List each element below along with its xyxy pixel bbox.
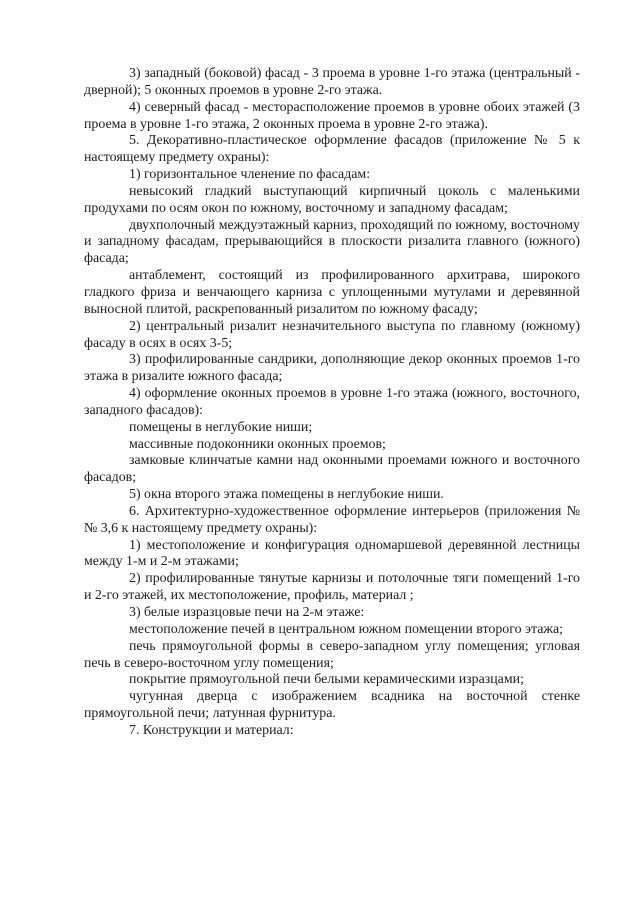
paragraph: 7. Конструкции и материал:	[129, 722, 294, 738]
paragraph: 3) профилированные сандрики, дополняющие декор оконных проемов 1-го этажа в ризалите южного фасада;	[84, 352, 580, 385]
paragraph: 5) окна второго этажа помещены в неглубокие ниши.	[129, 487, 444, 503]
paragraph: местоположение печей в центральном южном помещении второго этажа;	[129, 621, 564, 637]
paragraph: 2) центральный ризалит незначительного выступа по главному (южному) фасаду в осях в осях 3-5;	[84, 318, 580, 351]
paragraph: 4) северный фасад - месторасположение проемов в уровне обоих этажей (3 проема в уровне 1-го этажа, 2 оконных проема в уровне 2-го этажа).	[84, 99, 580, 132]
paragraph: 5. Декоративно-пластическое оформление фасадов (приложение № 5 к настоящему предмету охраны):	[84, 133, 580, 166]
paragraph: массивные подоконники оконных проемов;	[129, 436, 386, 452]
paragraph: 3) западный (боковой) фасад - 3 проема в уровне 1-го этажа (центральный - дверной); 5 оконных проемов в уровне 2-го этажа.	[84, 66, 580, 98]
paragraph: печь прямоугольной формы в северо-западном углу помещения; угловая печь в северо-восточном углу помещения;	[84, 638, 580, 671]
document-body	[84, 66, 580, 740]
paragraph: 2) профилированные тянутые карнизы и потолочные тяги помещений 1-го и 2-го этажей, их местоположение, профиль, материал ;	[84, 571, 580, 604]
paragraph: чугунная дверца с изображением всадника на восточной стенке прямоугольной печи; латунная фурнитура.	[84, 689, 580, 722]
paragraph: замковые клинчатые камни над оконными проемами южного и восточного фасадов;	[84, 453, 580, 486]
paragraph: покрытие прямоугольной печи белыми керамическими изразцами;	[129, 672, 524, 688]
paragraph: двухполочный междуэтажный карниз, проходящий по южному, восточному и западному фасадам, прерывающийся в плоскости ризалита главного (южного) фасада;	[84, 217, 580, 267]
paragraph: антаблемент, состоящий из профилированного архитрава, широкого гладкого фриза и венчающего карниза с уплощенными мутулами и деревянной выносной плитой, раскрепованный ризалитом по южному фасаду;	[84, 268, 580, 317]
paragraph: 1) местоположение и конфигурация одномаршевой деревянной лестницы между 1-м и 2-м этажами;	[84, 537, 580, 570]
paragraph: 6. Архитектурно-художественное оформление интерьеров (приложения №№ 3,6 к настоящему предмету охраны):	[84, 503, 580, 536]
paragraph: невысокий гладкий выступающий кирпичный цоколь с маленькими продухами по осям окон по южному, восточному и западному фасадам;	[84, 183, 580, 216]
paragraph: 4) оформление оконных проемов в уровне 1-го этажа (южного, восточного, западного фасадов):	[84, 386, 580, 418]
paragraph: 3) белые изразцовые печи на 2-м этаже:	[129, 605, 365, 620]
paragraph: 1) горизонтальное членение по фасадам:	[129, 167, 371, 183]
paragraph: помещены в неглубокие ниши;	[129, 419, 313, 435]
